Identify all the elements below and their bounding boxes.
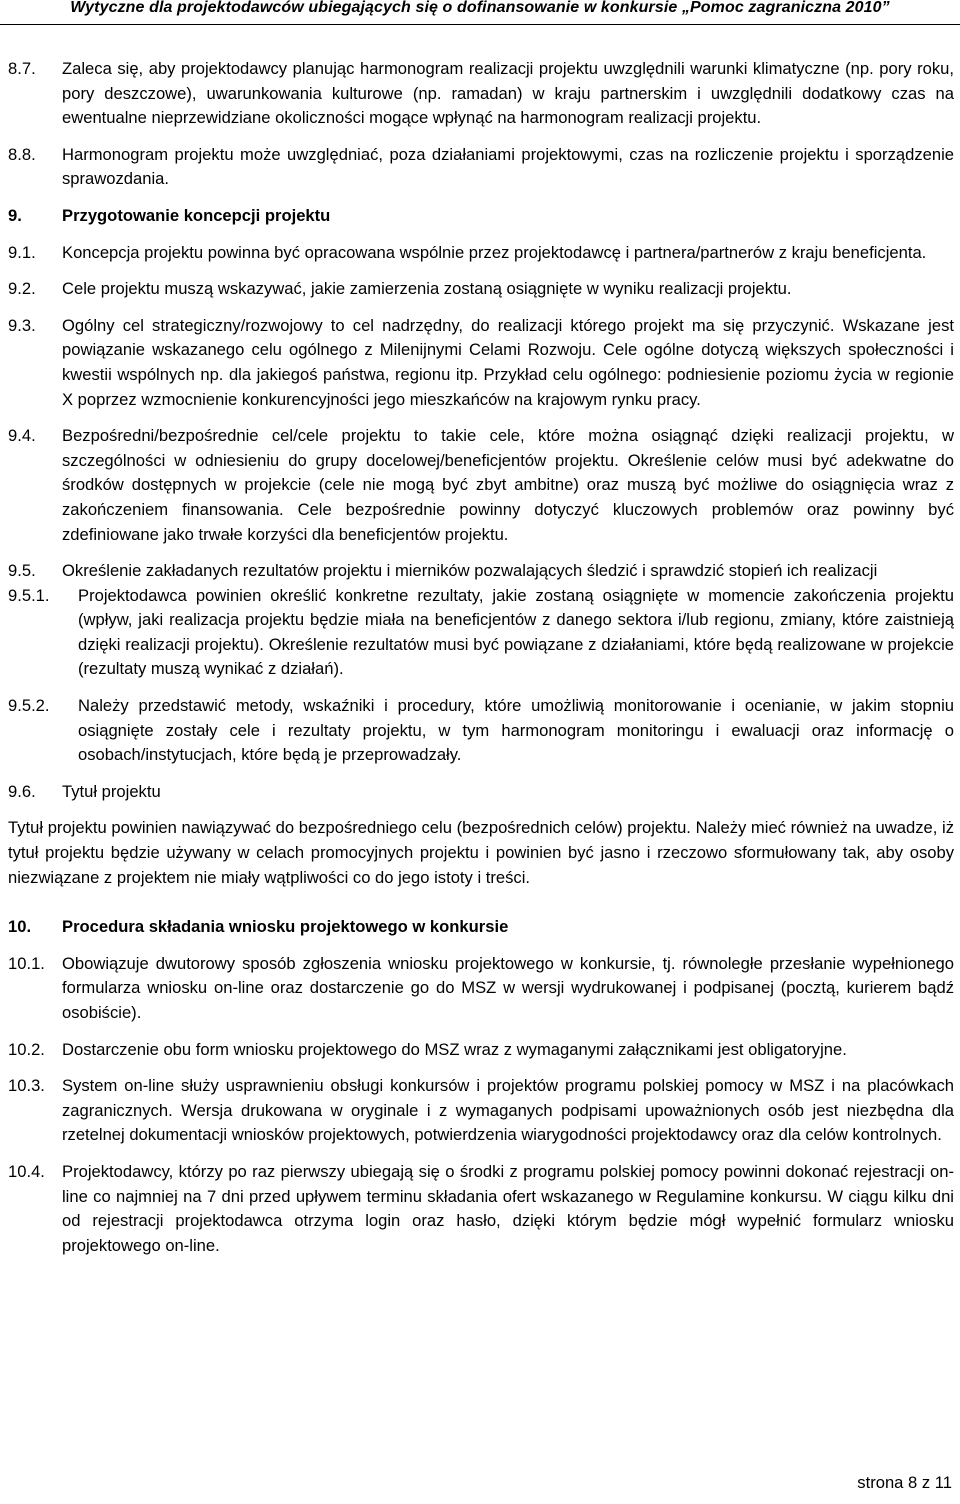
section-number: 8.7. [8, 59, 36, 78]
section-10-1 [8, 952, 954, 1026]
document-body [8, 57, 954, 1258]
running-header [0, 0, 960, 22]
section-9-6 [8, 780, 954, 805]
section-9-6-paragraph: Tytuł projektu powinien nawiązywać do bezpośredniego celu (bezpośrednich celów) projektu. Należy mieć również na uwadze, iż tytuł projektu będzie używany w celach promocyjnych projektu i powinien być jasno i rzeczowo sformułowany tak, aby osoby niezwiązane z projektem nie miały wątpliwości co do jego istoty i treści. [8, 818, 954, 887]
section-number: 9.5. [8, 561, 36, 581]
section-text: Należy przedstawić metody, wskaźniki i procedury, które umożliwią monitorowanie i ocenianie, w jakim stopniu osiągnięte zostały cele i rezultaty projektu, w tym harmonogram monitoringu i ewaluacji oraz informację o osobach/instytucjach, które będą je przeprowadzały. [78, 696, 954, 765]
header-title: Wytyczne dla projektodawców ubiegających się o dofinansowanie w konkursie „Pomoc zagraniczna 2010” [70, 0, 890, 16]
section-number: 9. [8, 205, 22, 225]
section-9-2 [8, 277, 954, 302]
section-9-5 [8, 559, 954, 584]
section-text: Zaleca się, aby projektodawcy planując harmonogram realizacji projektu uwzględnili warunki klimatyczne (np. pory roku, pory deszczowe), uwarunkowania kulturowe (np. ramadan) w kraju partnerskim i uwzględnili dodatkowy czas na ewentualne nieprzewidziane okoliczności mogące wpłynąć na harmonogram realizacji projektu. [62, 59, 954, 128]
section-text: Określenie zakładanych rezultatów projektu i mierników pozwalających śledzić i sprawdzić stopień ich realizacji [62, 561, 878, 581]
header-rule [0, 24, 960, 25]
section-10-4 [8, 1160, 954, 1258]
section-text: Projektodawca powinien określić konkretne rezultaty, jakie zostaną osiągnięte w momencie zakończenia projektu (wpływ, jaki realizacja projektu będzie miała na beneficjentów z danego sektora i/lub regionu, zmiany, które zaistnieją dzięki realizacji projektu). Określenie rezultatów musi być powiązane z działaniami, które będą realizowane w projekcie (rezultaty muszą wynikać z działań). [78, 585, 954, 679]
section-9-5-1 [8, 584, 954, 682]
section-number: 9.3. [8, 315, 36, 335]
section-text: System on-line służy usprawnieniu obsługi konkursów i projektów programu polskiej pomocy w MSZ i na placówkach zagranicznych. Wersja drukowana w oryginale i z wymaganych podpisami upoważnionych osób jest niezbędna dla rzetelnej dokumentacji wniosków projektowych, potwierdzenia wiarygodności projektodawcy oraz dla celów kontrolnych. [62, 1076, 954, 1145]
section-text: Harmonogram projektu może uwzględniać, poza działaniami projektowymi, czas na rozliczenie projektu i sporządzenie sprawozdania. [62, 144, 954, 189]
section-8-8 [8, 143, 954, 192]
section-10-heading [8, 915, 954, 940]
section-text: Projektodawcy, którzy po raz pierwszy ubiegają się o środki z programu polskiej pomocy powinni dokonać rejestracji on-line co najmniej na 7 dni przed upływem terminu składania ofert wskazanego w Regulamine konkursu. W ciągu kilku dni od rejestracji projektodawca otrzyma login oraz hasło, dzięki którym będzie mógł wypełnić formularz wniosku projektowego on-line. [62, 1161, 954, 1255]
section-number: 10.3. [8, 1076, 45, 1096]
section-8-7 [8, 57, 954, 131]
section-9-5-2 [8, 694, 954, 768]
section-number: 9.6. [8, 781, 36, 801]
section-9-4 [8, 424, 954, 547]
section-9-heading [8, 204, 954, 229]
section-text: Bezpośredni/bezpośrednie cel/cele projektu to takie cele, które można osiągnąć dzięki realizacji projektu, w szczególności w odniesieniu do grupy docelowej/beneficjentów projektu. Określenie celów musi być adekwatne do środków dostępnych w projekcie (cele nie mogą być zbyt ambitne) oraz muszą być możliwe do osiągnięcia wraz z zakończeniem finansowania. Cele bezpośrednie powinny dotyczyć kluczowych problemów oraz powinny być zdefiniowane jako trwałe korzyści dla beneficjentów projektu. [62, 426, 954, 544]
section-text: Koncepcja projektu powinna być opracowana wspólnie przez projektodawcę i partnera/partnerów z kraju beneficjenta. [62, 242, 927, 262]
section-number: 9.5.2. [8, 696, 50, 716]
section-heading: Przygotowanie koncepcji projektu [62, 205, 331, 225]
section-9-1 [8, 241, 954, 266]
section-9-3 [8, 314, 954, 412]
section-text: Cele projektu muszą wskazywać, jakie zamierzenia zostaną osiągnięte w wyniku realizacji projektu. [62, 279, 792, 299]
section-text: Ogólny cel strategiczny/rozwojowy to cel nadrzędny, do realizacji którego projekt ma się przyczynić. Wskazane jest powiązanie wskazanego celu ogólnego z Milenijnymi Celami Rozwoju. Cele ogólne dotyczą większych społeczności i kwestii wspólnych np. dla jakiegoś państwa, regionu itp. Przykład celu ogólnego: podniesienie poziomu życia w regionie X poprzez wzmocnienie konkurencyjności jego mieszkańców na krajowym rynku pracy. [62, 315, 954, 409]
section-number: 10. [8, 917, 32, 937]
section-number: 9.2. [8, 279, 36, 299]
section-number: 9.5.1. [8, 585, 50, 605]
section-number: 10.4. [8, 1161, 45, 1181]
section-number: 10.2. [8, 1039, 45, 1059]
section-text: Tytuł projektu [62, 781, 161, 801]
section-text: Dostarczenie obu form wniosku projektowego do MSZ wraz z wymaganymi załącznikami jest obligatoryjne. [62, 1039, 847, 1059]
section-number: 10.1. [8, 953, 45, 973]
section-text: Obowiązuje dwutorowy sposób zgłoszenia wniosku projektowego w konkursie, tj. równoległe przesłanie wypełnionego formularza wniosku on-line oraz dostarczenie go do MSZ w wersji wydrukowanej i podpisanej (pocztą, kurierem bądź osobiście). [62, 953, 954, 1022]
section-heading: Procedura składania wniosku projektowego w konkursie [62, 917, 509, 937]
section-number: 9.1. [8, 242, 36, 262]
section-10-3 [8, 1074, 954, 1148]
section-number: 9.4. [8, 426, 36, 446]
section-number: 8.8. [8, 144, 36, 164]
section-10-2 [8, 1038, 954, 1063]
page-number: strona 8 z 11 [857, 1473, 952, 1492]
